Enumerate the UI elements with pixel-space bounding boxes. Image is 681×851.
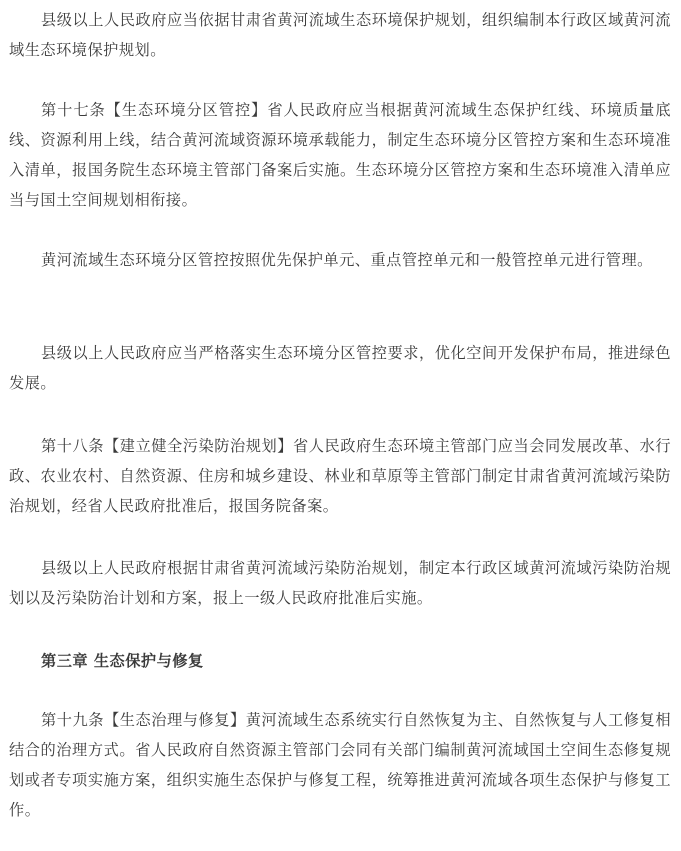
- paragraph-article-19: 第十九条【生态治理与修复】黄河流域生态系统实行自然恢复为主、自然恢复与人工修复相结合的治理方式。省人民政府自然资源主管部门会同有关部门编制黄河流域国土空间生态修复规划或者专项实施方案，组织实施生态保护与修复工程，统筹推进黄河流域各项生态保护与修复工作。: [9, 711, 671, 819]
- paragraph-county-plan: 县级以上人民政府应当依据甘肃省黄河流域生态环境保护规划，组织编制本行政区域黄河流域生态环境保护规划。: [9, 11, 671, 59]
- paragraph-article-18: 第十八条【建立健全污染防治规划】省人民政府生态环境主管部门应当会同发展改革、水行政、农业农村、自然资源、住房和城乡建设、林业和草原等主管部门制定甘肃省黄河流域污染防治规划，经省人民政府批准后，报国务院备案。: [9, 437, 671, 515]
- paragraph-article-17: 第十七条【生态环境分区管控】省人民政府应当根据黄河流域生态保护红线、环境质量底线、资源利用上线，结合黄河流域资源环境承载能力，制定生态环境分区管控方案和生态环境准入清单，报国务院生态环境主管部门备案后实施。生态环境分区管控方案和生态环境准入清单应当与国土空间规划相衔接。: [9, 101, 671, 209]
- paragraph-zoning-units: 黄河流域生态环境分区管控按照优先保护单元、重点管控单元和一般管控单元进行管理。: [41, 251, 653, 269]
- chapter-heading: 第三章 生态保护与修复: [41, 652, 204, 670]
- paragraph-county-pollution-plan: 县级以上人民政府根据甘肃省黄河流域污染防治规划，制定本行政区域黄河流域污染防治规划以及污染防治计划和方案，报上一级人民政府批准后实施。: [9, 559, 671, 607]
- paragraph-zoning-implementation: 县级以上人民政府应当严格落实生态环境分区管控要求，优化空间开发保护布局，推进绿色发展。: [9, 344, 671, 392]
